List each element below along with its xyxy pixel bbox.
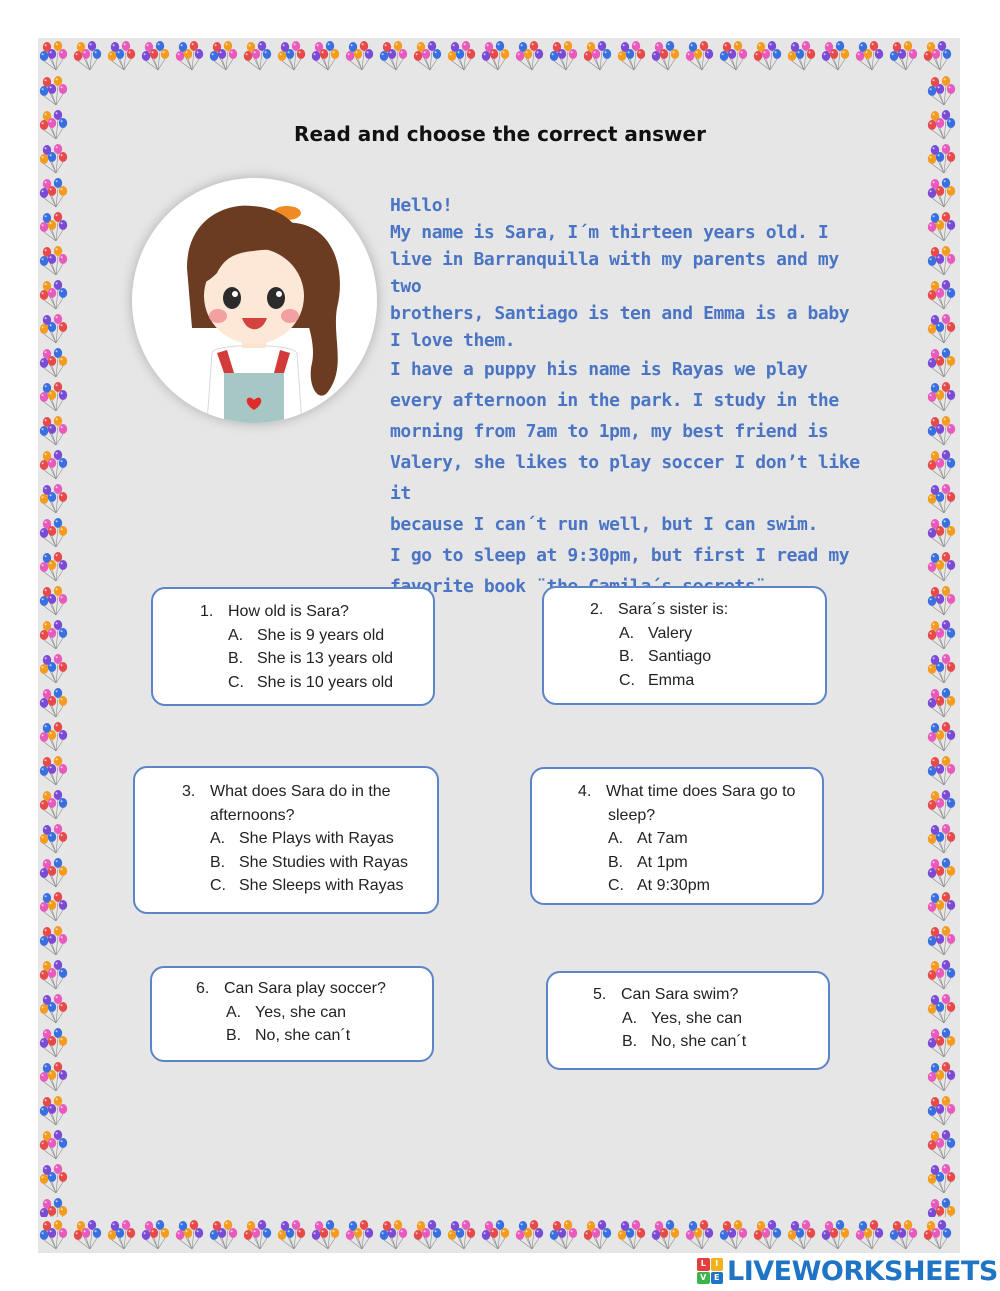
story-line: Valery, she likes to play soccer I don’t like it: [390, 452, 860, 504]
balloon-icon: [926, 1162, 960, 1196]
question-3-text-cont: afternoons?: [210, 807, 295, 824]
balloon-icon: [446, 1218, 480, 1252]
balloon-icon: [38, 618, 72, 652]
balloon-icon: [718, 39, 752, 73]
balloon-icon: [926, 210, 960, 244]
balloon-icon: [38, 890, 72, 924]
balloon-icon: [38, 958, 72, 992]
question-4-option-a[interactable]: A. At 7am: [608, 830, 688, 847]
girl-avatar-icon: [132, 178, 377, 423]
balloon-icon: [926, 516, 960, 550]
balloon-icon: [926, 1060, 960, 1094]
balloon-icon: [38, 1060, 72, 1094]
balloon-icon: [926, 618, 960, 652]
balloon-icon: [926, 74, 960, 108]
question-2-text: 2. Sara´s sister is:: [590, 601, 729, 618]
balloon-icon: [926, 958, 960, 992]
balloon-icon: [38, 992, 72, 1026]
balloon-icon: [548, 39, 582, 73]
balloon-icon: [38, 312, 72, 346]
balloon-icon: [926, 346, 960, 380]
story-text: [390, 192, 860, 602]
balloon-icon: [38, 278, 72, 312]
balloon-icon: [38, 924, 72, 958]
balloon-icon: [926, 856, 960, 890]
balloon-border-right: [926, 74, 960, 1217]
balloon-icon: [38, 74, 72, 108]
balloon-icon: [926, 482, 960, 516]
question-6-text: 6. Can Sara play soccer?: [196, 980, 386, 997]
story-line: live in Barranquilla with my parents and my two: [390, 249, 839, 297]
balloon-icon: [926, 142, 960, 176]
balloon-icon: [480, 39, 514, 73]
balloon-icon: [854, 1218, 888, 1252]
balloon-icon: [38, 754, 72, 788]
story-line: favorite book: [390, 576, 526, 597]
balloon-icon: [38, 856, 72, 890]
balloon-icon: [38, 244, 72, 278]
balloon-border-bottom: [38, 1217, 960, 1253]
question-3-text: 3. What does Sara do in the: [182, 783, 391, 800]
question-2-option-b[interactable]: B. Santiago: [619, 648, 712, 665]
balloon-icon: [926, 176, 960, 210]
balloon-icon: [926, 550, 960, 584]
balloon-icon: [140, 1218, 174, 1252]
balloon-icon: [650, 39, 684, 73]
balloon-icon: [276, 1218, 310, 1252]
question-box-6: [150, 966, 434, 1062]
balloon-icon: [344, 1218, 378, 1252]
question-6-option-b[interactable]: B. No, she can´t: [226, 1027, 351, 1044]
balloon-icon: [38, 788, 72, 822]
balloon-icon: [926, 1094, 960, 1128]
balloon-icon: [310, 1218, 344, 1252]
question-3-option-c[interactable]: C. She Sleeps with Rayas: [210, 877, 404, 894]
balloon-icon: [752, 1218, 786, 1252]
balloon-icon: [72, 1218, 106, 1252]
balloon-icon: [38, 210, 72, 244]
balloon-icon: [926, 1026, 960, 1060]
question-box-3: [133, 766, 439, 914]
balloon-icon: [820, 39, 854, 73]
question-2-option-a[interactable]: A. Valery: [619, 625, 693, 642]
balloon-icon: [888, 39, 922, 73]
balloon-icon: [926, 992, 960, 1026]
question-4-option-c[interactable]: C. At 9:30pm: [608, 877, 710, 894]
question-6-option-a[interactable]: A. Yes, she can: [226, 1004, 347, 1021]
balloon-icon: [926, 652, 960, 686]
balloon-icon: [38, 1128, 72, 1162]
balloon-icon: [926, 1128, 960, 1162]
balloon-icon: [242, 39, 276, 73]
balloon-icon: [854, 39, 888, 73]
story-line: I have a puppy his name is Rayas we play: [390, 359, 808, 380]
balloon-icon: [514, 1218, 548, 1252]
question-box-2: [542, 586, 827, 705]
balloon-icon: [926, 584, 960, 618]
balloon-icon: [616, 39, 650, 73]
balloon-icon: [752, 39, 786, 73]
balloon-icon: [38, 414, 72, 448]
balloon-icon: [820, 1218, 854, 1252]
balloon-icon: [926, 788, 960, 822]
question-3-option-b[interactable]: B. She Studies with Rayas: [210, 854, 408, 871]
balloon-icon: [38, 516, 72, 550]
balloon-icon: [926, 448, 960, 482]
balloon-icon: [412, 1218, 446, 1252]
question-1-text: 1. How old is Sara?: [200, 603, 349, 620]
balloon-icon: [38, 584, 72, 618]
story-line: My name is Sara, I´m thirteen years old. I: [390, 222, 829, 243]
balloon-icon: [480, 1218, 514, 1252]
balloon-icon: [786, 1218, 820, 1252]
balloon-icon: [582, 1218, 616, 1252]
story-line: because I can´t run well, but I can swim.: [390, 514, 818, 535]
balloon-icon: [412, 39, 446, 73]
worksheet-title: Read and choose the correct answer: [294, 122, 706, 146]
balloon-icon: [926, 244, 960, 278]
balloon-icon: [140, 39, 174, 73]
question-5-option-a[interactable]: A. Yes, she can: [622, 1010, 743, 1027]
balloon-icon: [38, 346, 72, 380]
question-5-option-b[interactable]: B. No, she can´t: [622, 1033, 747, 1050]
question-box-1: [151, 587, 435, 706]
balloon-icon: [38, 176, 72, 210]
balloon-border-left: [38, 74, 72, 1217]
liveworksheets-logo-icon: L I V E: [697, 1258, 723, 1284]
balloon-icon: [926, 890, 960, 924]
question-5-text: 5. Can Sara swim?: [593, 986, 739, 1003]
story-line: Hello!: [390, 195, 453, 216]
balloon-icon: [582, 39, 616, 73]
balloon-icon: [684, 39, 718, 73]
question-box-5: [546, 971, 830, 1070]
balloon-icon: [888, 1218, 922, 1252]
balloon-icon: [786, 39, 820, 73]
question-4-option-b[interactable]: B. At 1pm: [608, 854, 688, 871]
balloon-icon: [38, 1218, 72, 1252]
balloon-icon: [208, 1218, 242, 1252]
balloon-icon: [38, 1026, 72, 1060]
balloon-icon: [38, 142, 72, 176]
balloon-icon: [378, 39, 412, 73]
balloon-icon: [276, 39, 310, 73]
liveworksheets-logo[interactable]: [697, 1255, 998, 1287]
balloon-icon: [926, 414, 960, 448]
question-1-option-c[interactable]: C. She is 10 years old: [228, 674, 394, 691]
balloon-icon: [38, 1094, 72, 1128]
balloon-icon: [926, 686, 960, 720]
balloon-icon: [208, 39, 242, 73]
balloon-icon: [926, 822, 960, 856]
balloon-icon: [174, 1218, 208, 1252]
story-line: morning from 7am to 1pm, my best friend is: [390, 421, 829, 442]
balloon-icon: [926, 278, 960, 312]
balloon-icon: [174, 39, 208, 73]
balloon-border-top: [38, 38, 960, 74]
balloon-icon: [38, 39, 72, 73]
story-line: brothers, Santiago is ten and Emma is a baby: [390, 303, 850, 324]
balloon-icon: [926, 924, 960, 958]
balloon-icon: [38, 380, 72, 414]
question-1-option-a[interactable]: A. She is 9 years old: [228, 627, 385, 644]
balloon-icon: [106, 39, 140, 73]
balloon-icon: [378, 1218, 412, 1252]
balloon-icon: [38, 482, 72, 516]
story-line: I love them.: [390, 330, 516, 351]
balloon-icon: [446, 39, 480, 73]
question-4-text-cont: sleep?: [608, 807, 656, 824]
balloon-icon: [344, 39, 378, 73]
question-4-text: 4. What time does Sara go to: [578, 783, 796, 800]
liveworksheets-logo-text: LIVEWORKSHEETS: [727, 1255, 998, 1287]
story-line: I go to sleep at 9:30pm, but first I read my: [390, 545, 850, 566]
balloon-icon: [38, 652, 72, 686]
balloon-icon: [922, 1218, 956, 1252]
balloon-icon: [38, 822, 72, 856]
balloon-icon: [926, 312, 960, 346]
balloon-icon: [926, 380, 960, 414]
story-line: every afternoon in the park. I study in the: [390, 390, 839, 411]
balloon-icon: [106, 1218, 140, 1252]
balloon-icon: [38, 550, 72, 584]
balloon-icon: [548, 1218, 582, 1252]
balloon-icon: [38, 1196, 72, 1217]
balloon-icon: [922, 39, 956, 73]
balloon-icon: [38, 448, 72, 482]
balloon-icon: [718, 1218, 752, 1252]
question-1-option-b[interactable]: B. She is 13 years old: [228, 650, 394, 667]
balloon-icon: [650, 1218, 684, 1252]
balloon-icon: [926, 720, 960, 754]
balloon-icon: [242, 1218, 276, 1252]
balloon-icon: [684, 1218, 718, 1252]
balloon-icon: [72, 39, 106, 73]
balloon-icon: [38, 1162, 72, 1196]
balloon-icon: [926, 754, 960, 788]
question-3-option-a[interactable]: A. She Plays with Rayas: [210, 830, 394, 847]
question-box-4: [530, 767, 824, 905]
balloon-icon: [926, 1196, 960, 1217]
balloon-icon: [310, 39, 344, 73]
balloon-icon: [38, 720, 72, 754]
balloon-icon: [38, 686, 72, 720]
question-2-option-c[interactable]: C. Emma: [619, 672, 695, 689]
balloon-icon: [514, 39, 548, 73]
balloon-icon: [616, 1218, 650, 1252]
